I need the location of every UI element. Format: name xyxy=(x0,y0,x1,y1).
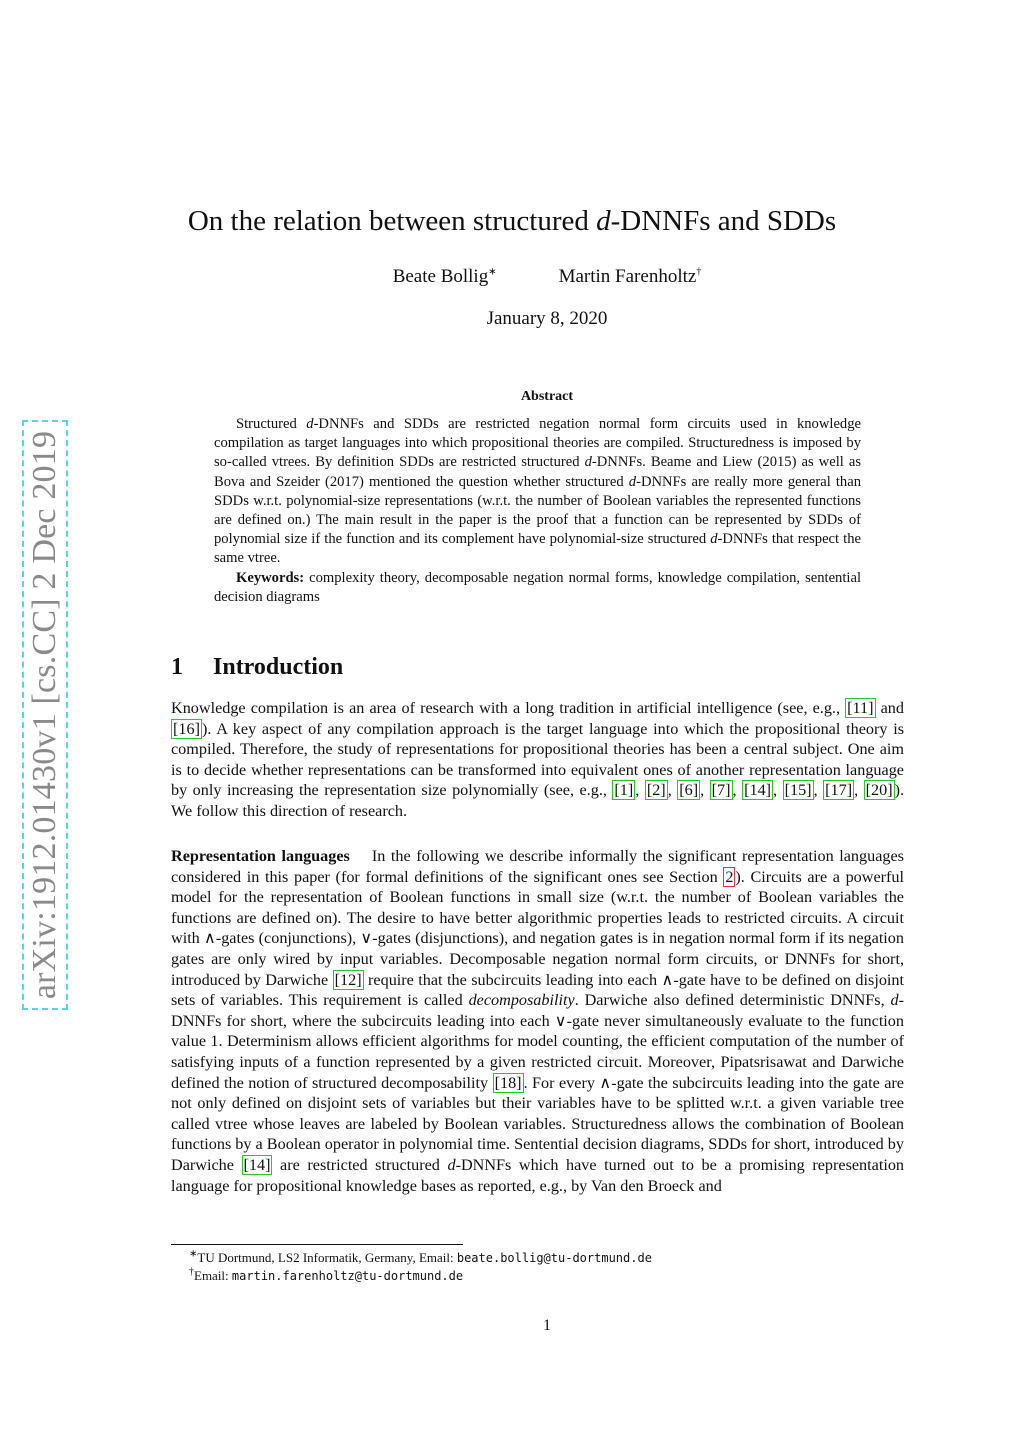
abstract-heading: Abstract xyxy=(520,389,574,404)
citation-link[interactable]: [11] xyxy=(847,699,874,717)
citation-link[interactable]: [7] xyxy=(711,781,731,800)
email-link[interactable]: martin.farenholtz@tu-dortmund.de xyxy=(231,1269,464,1283)
author-2: Martin Farenholtz† xyxy=(558,266,702,287)
intro-paragraph: Knowledge compilation is an area of research with a long tradition in artificial intelligence (see, e.g., [11] and [16] ). A key aspect of any compilation approach is the target language into which the propositional theory is compiled. Therefore, the study of representations for propositional theories has been a central subject. One aim is to decide whether representations can be transformed into equivalent ones of another representation language by only increasing the representation size polynomially (see, e.g., [1] , [2] , [6] , [7] , [14] , [15] , [17] , [20] ). We follow this direction of research. xyxy=(171,699,905,820)
footnote-1: ∗TU Dortmund, LS2 Informatik, Germany, Email: beate.bollig@tu-dortmund.de xyxy=(189,1248,652,1265)
citation-link[interactable]: [17] xyxy=(825,781,853,800)
page-number: 1 xyxy=(543,1317,551,1334)
abstract xyxy=(214,415,861,607)
citation-link[interactable]: [1] xyxy=(614,781,634,800)
citation-link[interactable]: [14] xyxy=(243,1155,271,1174)
citation-link[interactable]: [6] xyxy=(679,781,699,800)
author-list xyxy=(0,266,1024,288)
citation-link[interactable]: [18] xyxy=(494,1073,522,1092)
footnotes xyxy=(171,1249,904,1285)
footnote-divider xyxy=(171,1244,463,1245)
arxiv-stamp-text: arXiv:1912.01430v1 [cs.CC] 2 Dec 2019 xyxy=(26,430,63,1000)
citation-link[interactable]: [20] xyxy=(865,781,893,800)
paper-date: January 8, 2020 xyxy=(486,308,608,329)
citation-link[interactable]: [12] xyxy=(334,970,362,989)
section-heading: 1 Introduction xyxy=(171,654,344,680)
citation-link[interactable]: [2] xyxy=(646,781,666,800)
keywords: Keywords: complexity theory, decomposable negation normal forms, knowledge compilation, sentential decision diagrams xyxy=(214,569,861,605)
paper-title: On the relation between structured d-DNNFs and SDDs xyxy=(187,205,837,237)
footnote-2: †Email: martin.farenholtz@tu-dortmund.de xyxy=(189,1266,464,1283)
author-1: Beate Bollig∗ xyxy=(392,266,497,287)
arxiv-stamp xyxy=(22,420,68,1010)
citation-link[interactable]: [14] xyxy=(744,781,772,800)
citation-link[interactable]: [15] xyxy=(784,781,812,800)
paragraph-heading: Representation languages xyxy=(171,847,350,865)
representation-languages-paragraph: Representation languages In the following we describe informally the significant representation languages considered in this paper (for formal definitions of the significant ones see Section 2 ). Circuits are a powerful model for the representation of Boolean functions in small size (w.r.t. the number of Boolean variables the functions are defined on). The desire to have better algorithmic properties leads to restricted circuits. A circuit with ∧-gates (conjunctions), ∨-gates (disjunctions), and negation gates is in negation normal form if its negation gates are only wired by input variables. Decomposable negation normal form circuits, or DNNFs for short, introduced by Darwiche [12] require that the subcircuits leading into each ∧-gate have to be defined on disjoint sets of variables. This requirement is called decomposability. Darwiche also defined deterministic DNNFs, d-DNNFs for short, where the subcircuits leading into each ∨-gate never simultaneously evaluate to the function value 1. Determinism allows efficient algorithms for model counting, the efficient computation of the number of satisfying inputs of a function represented by a given restricted circuit. Moreover, Pipatsrisawat and Darwiche defined the notion of structured decomposability [18] . For every ∧-gate the subcircuits leading into the gate are not only defined on disjoint sets of variables but their variables have to be splitted w.r.t. a given variable tree called vtree whose leaves are labeled by Boolean variables. Structuredness allows the combination of Boolean functions by a Boolean operator in polynomial time. Sentential decision diagrams, SDDs for short, introduced by Darwiche [14] are restricted structured d-DNNFs which have turned out to be a promising representation language for propositional knowledge bases as reported, e.g., by Van den Broeck and xyxy=(171,847,905,1195)
email-link[interactable]: beate.bollig@tu-dortmund.de xyxy=(456,1251,652,1265)
citation-link[interactable]: [16] xyxy=(173,719,200,738)
section-link[interactable]: 2 xyxy=(725,867,734,886)
abstract-paragraph: Structured d-DNNFs and SDDs are restricted negation normal form circuits used in knowledge compilation as target languages into which propositional theories are compiled. Structuredness is imposed by so-called vtrees. By definition SDDs are restricted structured d-DNNFs. Beame and Liew (2015) as well as Bova and Szeider (2017) mentioned the question whether structured d-DNNFs are really more general than SDDs w.r.t. polynomial-size representations (w.r.t. the number of Boolean variables the represented functions are defined on.) The main result in the paper is the proof that a function can be represented by SDDs of polynomial size if the function and its complement have polynomial-size structured d-DNNFs that respect the same vtree. xyxy=(214,416,861,567)
